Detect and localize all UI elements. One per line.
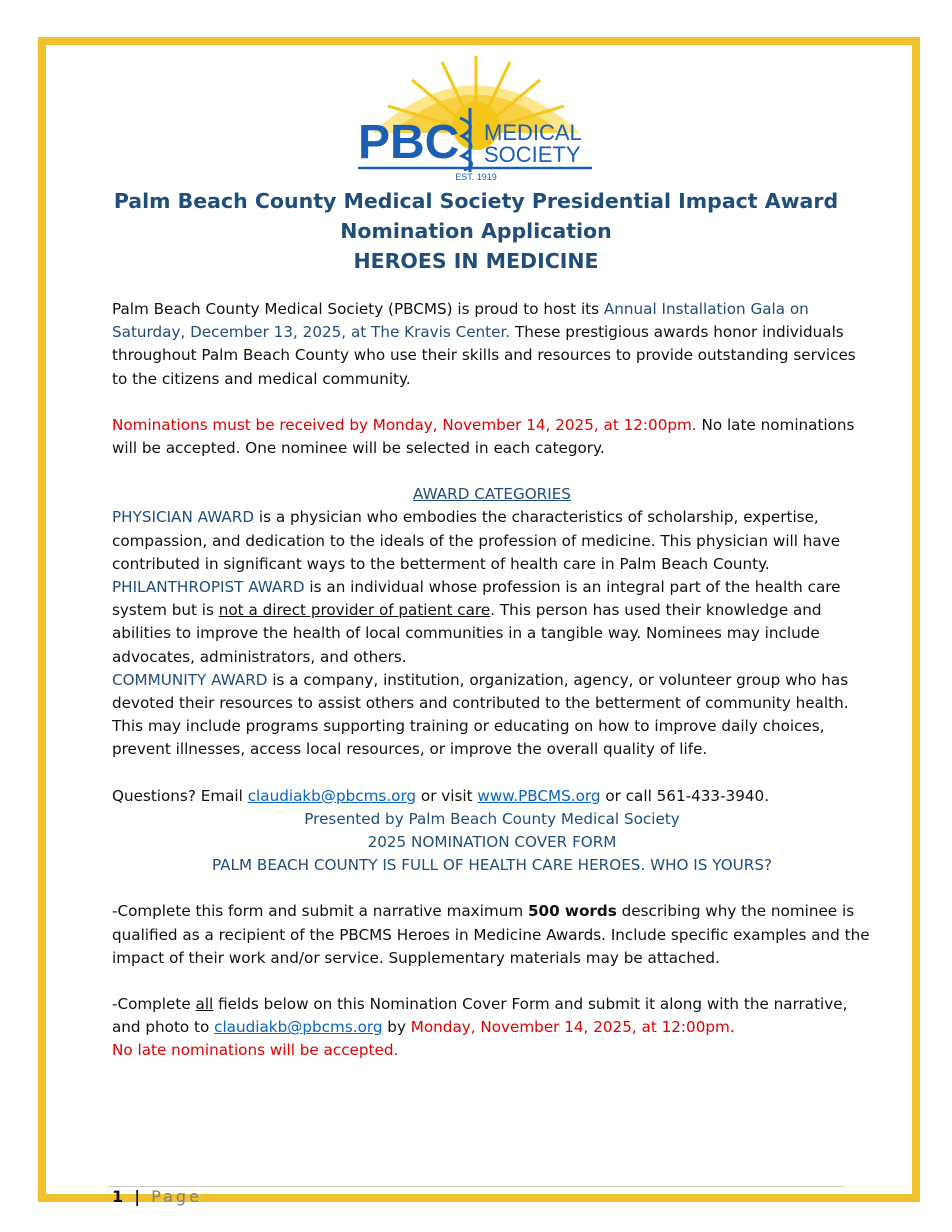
heroes-tagline: PALM BEACH COUNTY IS FULL OF HEALTH CARE HEROES. WHO IS YOURS?	[211, 856, 773, 875]
instructions-submit: -Complete all fields below on this Nomination Cover Form and submit it along with the narrative, and photo to claudiakb@pbcms.org by Monday, November 14, 2025, at 12:00pm. No late nominations will be accepted.	[112, 995, 848, 1060]
title-line-2: Nomination Application	[340, 219, 612, 243]
deadline-paragraph	[112, 414, 872, 460]
title-line-1: Palm Beach County Medical Society Presidential Impact Award	[113, 189, 839, 213]
pbc-medical-society-logo	[352, 48, 600, 184]
page-title	[112, 186, 840, 276]
logo-medical: MEDICAL	[484, 120, 582, 145]
submit-deadline: Monday, November 14, 2025, at 12:00pm.	[410, 1018, 735, 1037]
instructions-narrative: -Complete this form and submit a narrative maximum 500 words describing why the nominee is qualified as a recipient of the PBCMS Heroes in Medicine Awards. Include specific examples and the impact of their work and/or service. Supplementary materials may be attached.	[112, 902, 870, 967]
page-number: 1	[112, 1187, 127, 1206]
website-link[interactable]: www.PBCMS.org	[477, 786, 601, 805]
cover-form-heading: 2025 NOMINATION COVER FORM	[367, 833, 617, 852]
presented-by: Presented by Palm Beach County Medical Society	[304, 809, 680, 828]
philanthropist-award: PHILANTHROPIST AWARD is an individual whose profession is an integral part of the health care system but is not a direct provider of patient care. This person has used their knowledge and abilities to improve the health of local communities in a tangible way. Nominees may include advocates, administrators, and others.	[112, 578, 841, 666]
logo-society: SOCIETY	[484, 142, 581, 167]
logo-est: EST. 1919	[455, 172, 497, 182]
gala-details: Annual Installation Gala on Saturday, December 13, 2025, at The Kravis Center.	[112, 300, 809, 342]
title-line-3: HEROES IN MEDICINE	[353, 249, 599, 273]
no-late-notice: No late nominations will be accepted.	[112, 1041, 399, 1060]
page-label: Page	[151, 1187, 202, 1206]
footer-divider	[108, 1186, 844, 1187]
intro-paragraph	[112, 298, 872, 391]
physician-award-label: PHYSICIAN AWARD	[112, 508, 255, 527]
categories-heading: AWARD CATEGORIES	[413, 485, 571, 504]
intro-rest: These prestigious awards honor individuals throughout Palm Beach County who use their skills and resources to provide outstanding services to the citizens and medical community.	[112, 323, 856, 388]
deadline-notice: Nominations must be received by Monday, November 14, 2025, at 12:00pm.	[112, 415, 697, 434]
page-footer	[112, 1187, 202, 1206]
community-award: COMMUNITY AWARD is a company, institution, organization, agency, or volunteer group who has devoted their resources to assist others and contributed to the betterment of community health. This may include programs supporting training or educating on how to improve daily choices, prevent illnesses, access local resources, or improve the overall quality of life.	[112, 670, 849, 759]
footer-separator: |	[134, 1187, 144, 1206]
physician-award: PHYSICIAN AWARD is a physician who embodies the characteristics of scholarship, expertise, compassion, and dedication to the ideals of the profession of medicine. This physician will have contributed in significant ways to the betterment of health care in Palm Beach County.	[112, 508, 841, 573]
contact-line: Questions? Email claudiakb@pbcms.org or visit www.PBCMS.org or call 561-433-3940.	[112, 786, 770, 805]
logo-letters: PBC	[358, 116, 460, 169]
submit-email-link[interactable]: claudiakb@pbcms.org	[214, 1018, 383, 1037]
document-body	[112, 298, 872, 1063]
email-link[interactable]: claudiakb@pbcms.org	[247, 786, 417, 805]
philanthropist-award-label: PHILANTHROPIST AWARD	[112, 578, 305, 597]
community-award-label: COMMUNITY AWARD	[112, 670, 268, 689]
intro-lead: Palm Beach County Medical Society (PBCMS) is proud to host its	[112, 300, 604, 318]
deadline-rest: No late nominations will be accepted. One nominee will be selected in each category.	[112, 415, 855, 458]
